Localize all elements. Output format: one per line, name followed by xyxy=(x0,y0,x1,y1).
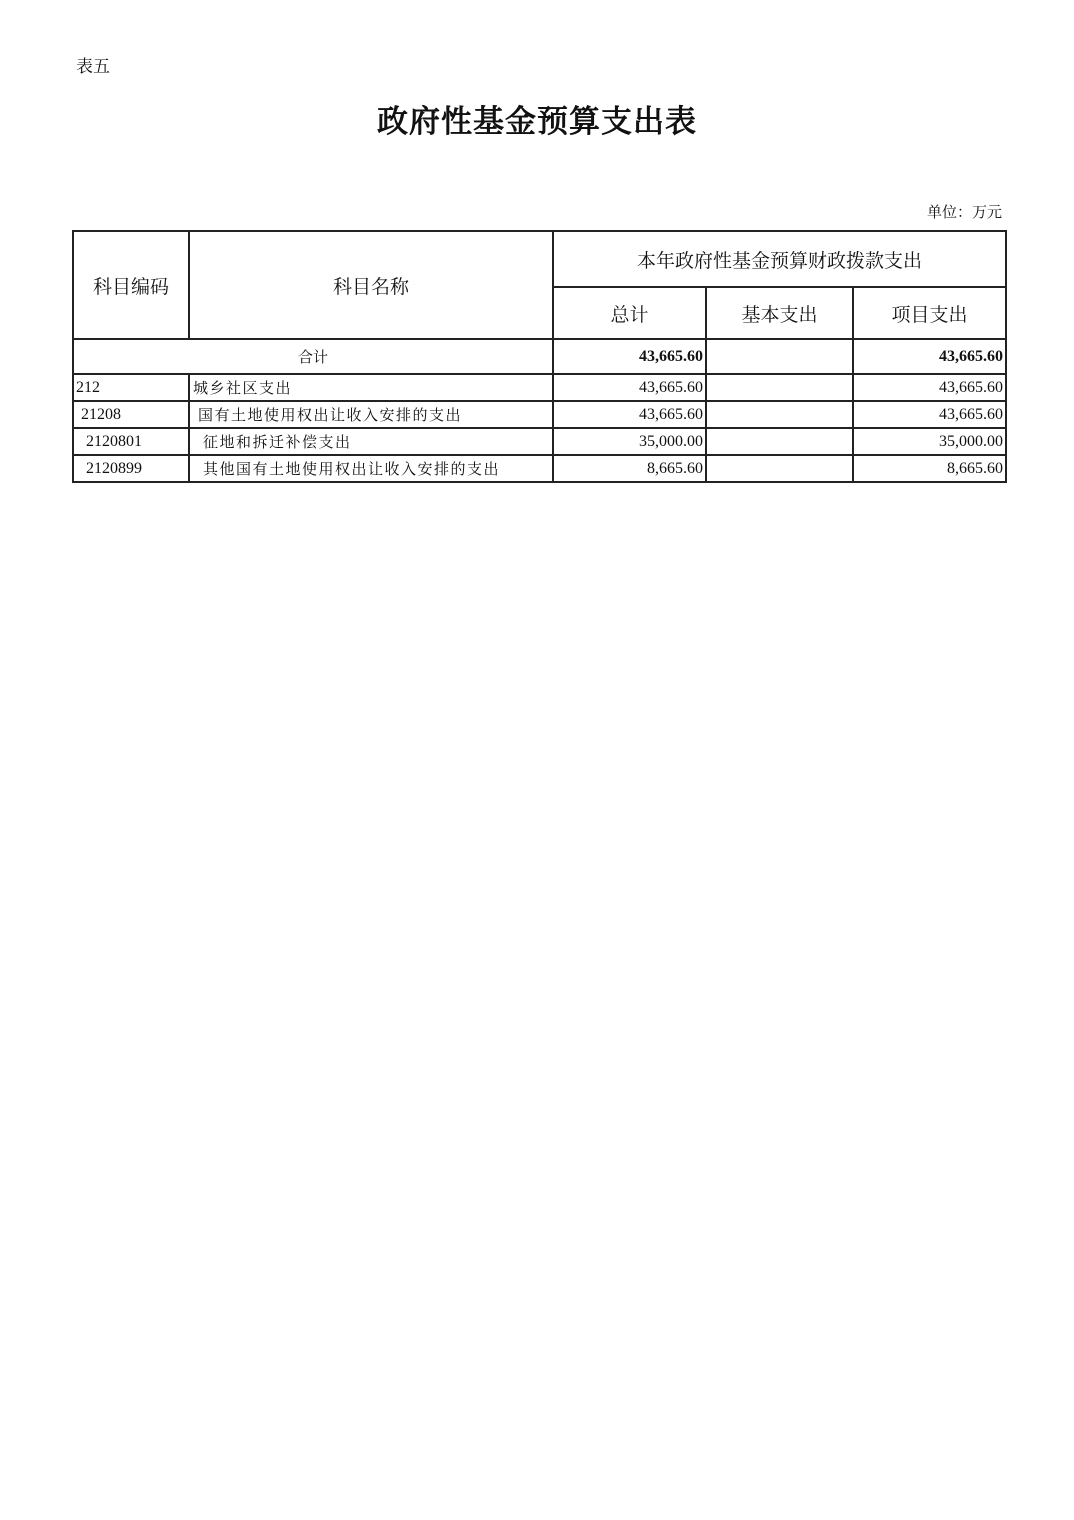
page-title: 政府性基金预算支出表 xyxy=(377,104,697,140)
row-total: 43,665.60 xyxy=(553,374,706,401)
row-project: 43,665.60 xyxy=(853,401,1006,428)
total-basic xyxy=(706,339,853,374)
row-code: 212 xyxy=(73,374,189,401)
total-project: 43,665.60 xyxy=(853,339,1006,374)
row-total: 43,665.60 xyxy=(553,401,706,428)
row-basic xyxy=(706,374,853,401)
row-basic xyxy=(706,455,853,482)
total-label: 合计 xyxy=(73,339,553,374)
row-code: 21208 xyxy=(73,401,189,428)
row-total: 35,000.00 xyxy=(553,428,706,455)
budget-table xyxy=(72,230,1007,483)
row-project: 35,000.00 xyxy=(853,428,1006,455)
table-number-label: 表五 xyxy=(76,57,110,77)
header-name: 科目名称 xyxy=(189,231,553,339)
row-code: 2120899 xyxy=(73,455,189,482)
table-row xyxy=(73,455,1006,482)
row-code: 2120801 xyxy=(73,428,189,455)
header-total: 总计 xyxy=(553,287,706,339)
header-project: 项目支出 xyxy=(853,287,1006,339)
unit-label: 单位：万元 xyxy=(926,203,1002,221)
header-basic: 基本支出 xyxy=(706,287,853,339)
row-basic xyxy=(706,428,853,455)
row-total: 8,665.60 xyxy=(553,455,706,482)
total-row xyxy=(73,339,1006,374)
row-name: 其他国有土地使用权出让收入安排的支出 xyxy=(189,455,553,482)
table-row xyxy=(73,374,1006,401)
header-row xyxy=(73,231,1006,287)
row-name: 征地和拆迁补偿支出 xyxy=(189,428,553,455)
table-row xyxy=(73,401,1006,428)
row-name: 城乡社区支出 xyxy=(189,374,553,401)
table-row xyxy=(73,428,1006,455)
row-basic xyxy=(706,401,853,428)
total-total: 43,665.60 xyxy=(553,339,706,374)
row-project: 8,665.60 xyxy=(853,455,1006,482)
row-project: 43,665.60 xyxy=(853,374,1006,401)
row-name: 国有土地使用权出让收入安排的支出 xyxy=(189,401,553,428)
header-code: 科目编码 xyxy=(73,231,189,339)
header-group: 本年政府性基金预算财政拨款支出 xyxy=(553,231,1006,287)
